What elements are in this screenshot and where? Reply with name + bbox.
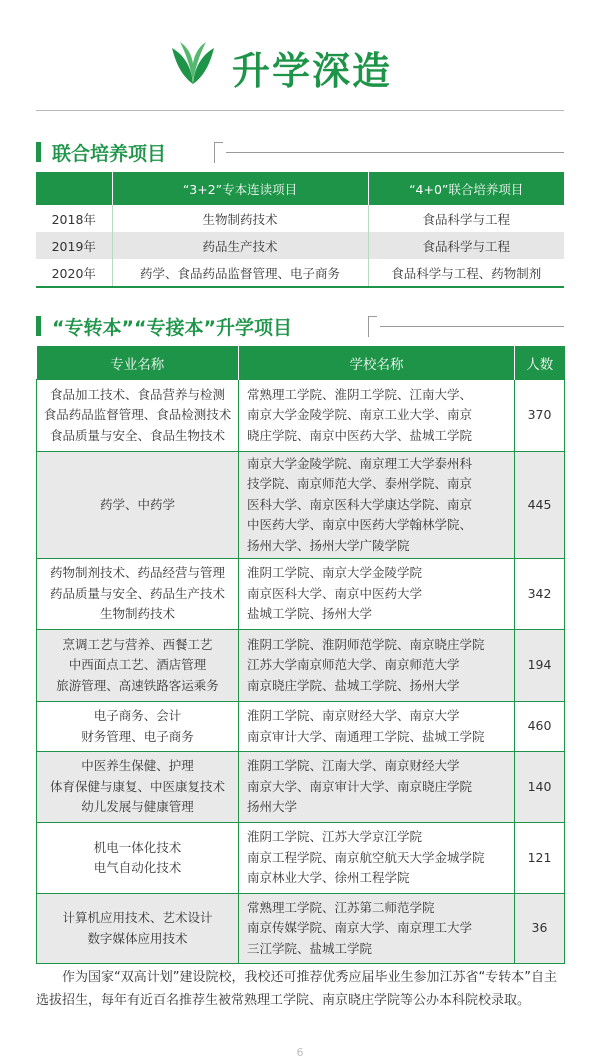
school-cell	[239, 702, 515, 752]
header-3plus2: “3+2”专本连读项目	[112, 172, 368, 205]
table-row	[36, 205, 564, 232]
major-line: 中西面点工艺、酒店管理	[68, 657, 207, 673]
school-cell	[239, 630, 515, 702]
major-line: 食品加工技术、食品营养与检测	[49, 386, 225, 402]
table-row	[37, 559, 565, 630]
count-cell: 194	[515, 630, 565, 702]
major-line: 生物制药技术	[99, 606, 175, 622]
joint-program-heading	[36, 140, 564, 165]
count-cell: 342	[515, 559, 565, 630]
upgrade-program-heading	[36, 314, 564, 339]
count-cell: 460	[515, 702, 565, 752]
school-line: 淮阴工学院、南京财经大学、南京大学	[247, 708, 460, 723]
count-cell: 121	[515, 823, 565, 894]
school-line: 南京大学金陵学院、南京理工大学泰州科	[247, 455, 473, 471]
header-4plus0: “4+0”联合培养项目	[368, 172, 564, 205]
major-line: 食品质量与安全、食品生物技术	[49, 427, 225, 443]
major-cell	[37, 823, 239, 894]
school-line: 江苏大学南京师范大学、南京师范大学	[247, 657, 460, 673]
school-line: 淮阴工学院、江南大学、南京财经大学	[247, 758, 460, 774]
upgrade-program-title: “专转本”“专接本”升学项目	[52, 317, 292, 339]
count-cell: 370	[515, 380, 565, 452]
school-cell	[239, 823, 515, 894]
year-cell: 2018年	[51, 211, 96, 227]
major-line: 数字媒体应用技术	[87, 930, 188, 946]
page-number: 6	[296, 1046, 304, 1059]
joint-program-title: 联合培养项目	[52, 143, 167, 165]
school-line: 扬州大学	[247, 799, 298, 815]
school-line: 南京医科大学、南京中医药大学	[247, 585, 423, 601]
school-line: 南京林业大学、徐州工程学院	[247, 870, 410, 886]
table-row	[37, 380, 565, 452]
major-line: 食品药品监督管理、食品检测技术	[43, 407, 232, 423]
school-cell	[239, 452, 515, 559]
title-bracket	[368, 316, 377, 337]
header-divider	[36, 110, 564, 111]
school-line: 南京工程学院、南京航空航天大学金城学院	[247, 849, 485, 865]
header-year	[36, 172, 112, 205]
title-rule	[380, 326, 564, 327]
school-line: 医科大学、南京医科大学康达学院、南京	[247, 496, 473, 512]
major-line: 电气自动化技术	[93, 860, 182, 875]
page-header	[0, 0, 600, 120]
school-line: 南京传媒学院、南京大学、南京理工大学	[247, 920, 473, 936]
program-4plus0-cell: 食品科学与工程	[368, 232, 564, 259]
body-paragraph: 作为国家“双高计划”建设院校，我校还可推荐优秀应届毕业生参加江苏省“专转本”自主选拔招生，每年有近百名推荐生被常熟理工学院、南京晓庄学院等公办本科院校录取。	[36, 970, 557, 1008]
school-line: 中医药大学、南京中医药大学翰林学院、	[247, 517, 473, 533]
major-line: 旅游管理、高速铁路客运乘务	[56, 677, 219, 693]
program-4plus0-cell: 食品科学与工程、药物制剂	[368, 259, 564, 287]
program-3plus2-cell: 药品生产技术	[112, 232, 368, 259]
table-row	[37, 702, 565, 752]
major-line: 财务管理、电子商务	[81, 728, 194, 744]
major-cell	[37, 752, 239, 823]
count-cell: 445	[515, 452, 565, 559]
school-line: 南京审计大学、南通理工学院、盐城工学院	[247, 728, 485, 744]
table-header-row	[37, 346, 565, 380]
major-line: 体育保健与康复、中医康复技术	[49, 778, 225, 794]
major-line: 电子商务、会计	[93, 708, 182, 723]
school-line: 淮阴工学院、南京大学金陵学院	[247, 565, 423, 581]
count-cell: 140	[515, 752, 565, 823]
program-4plus0-cell: 食品科学与工程	[368, 205, 564, 232]
header-count: 人数	[515, 346, 565, 380]
table-row	[37, 823, 565, 894]
count-cell: 36	[515, 894, 565, 964]
major-cell	[37, 894, 239, 964]
leaf-logo-icon	[168, 38, 218, 88]
school-cell	[239, 559, 515, 630]
major-line: 中医养生保健、护理	[81, 758, 194, 774]
program-3plus2-cell: 生物制药技术	[112, 205, 368, 232]
major-cell	[37, 559, 239, 630]
table-row	[37, 452, 565, 559]
table-row	[37, 894, 565, 964]
major-cell	[37, 702, 239, 752]
school-line: 南京大学、南京审计大学、南京晓庄学院	[247, 778, 473, 794]
table-row	[37, 630, 565, 702]
upgrade-program-table	[36, 346, 565, 964]
joint-program-table	[36, 172, 564, 288]
major-line: 机电一体化技术	[93, 839, 182, 855]
school-line: 技学院、南京师范大学、泰州学院、南京	[247, 476, 473, 492]
year-cell: 2019年	[36, 232, 112, 259]
school-line: 南京晓庄学院、盐城工学院、扬州大学	[247, 677, 460, 693]
table-row	[36, 232, 564, 259]
school-line: 晓庄学院、南京中医药大学、盐城工学院	[247, 427, 473, 443]
school-line: 南京大学金陵学院、南京工业大学、南京	[247, 407, 473, 423]
school-cell	[239, 894, 515, 964]
school-line: 淮阴工学院、淮阴师范学院、南京晓庄学院	[247, 636, 485, 652]
major-cell	[37, 452, 239, 559]
table-row	[37, 752, 565, 823]
major-line: 烹调工艺与营养、西餐工艺	[62, 636, 213, 652]
major-line: 计算机应用技术、艺术设计	[62, 910, 213, 925]
table-row	[36, 259, 564, 287]
school-cell	[239, 380, 515, 452]
school-line: 三江学院、盐城工学院	[247, 940, 373, 956]
school-line: 扬州大学、扬州大学广陵学院	[247, 537, 410, 553]
section-marker	[36, 142, 41, 162]
school-line: 淮阴工学院、江苏大学京江学院	[247, 829, 423, 845]
header-school: 学校名称	[239, 346, 515, 380]
school-line: 盐城工学院、扬州大学	[247, 606, 373, 622]
title-rule	[226, 152, 564, 153]
title-bracket	[214, 142, 223, 163]
table-header-row	[36, 172, 564, 205]
major-line: 药物制剂技术、药品经营与管理	[49, 565, 225, 581]
page-title: 升学深造	[232, 49, 393, 93]
section-marker	[36, 316, 41, 336]
year-cell: 2020年	[36, 259, 112, 287]
major-line: 药品质量与安全、药品生产技术	[49, 585, 225, 601]
major-line: 幼儿发展与健康管理	[81, 799, 194, 815]
program-3plus2-cell: 药学、食品药品监督管理、电子商务	[112, 259, 368, 287]
header-major: 专业名称	[37, 346, 239, 380]
major-cell	[37, 380, 239, 452]
school-line: 常熟理工学院、淮阴工学院、江南大学、	[247, 386, 473, 402]
school-line: 常熟理工学院、江苏第二师范学院	[247, 899, 435, 915]
school-cell	[239, 752, 515, 823]
major-line: 药学、中药学	[99, 496, 175, 512]
major-cell	[37, 630, 239, 702]
